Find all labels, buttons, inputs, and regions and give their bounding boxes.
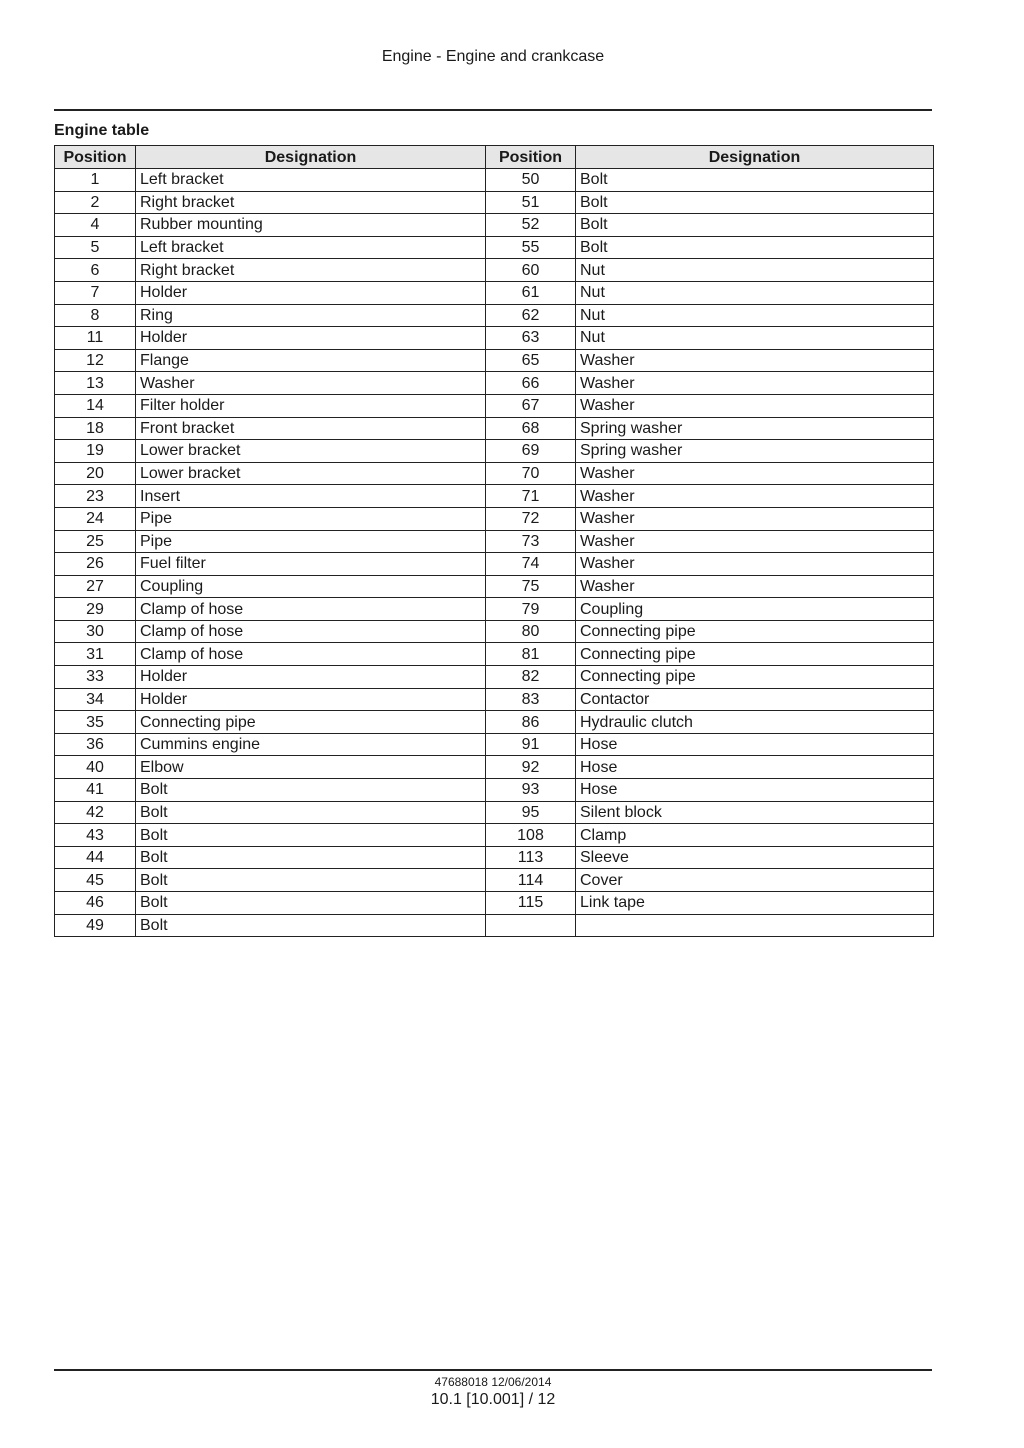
- table-row: [55, 643, 934, 666]
- footer-document-reference: 47688018 12/06/2014: [434, 1375, 552, 1389]
- table-row: [55, 169, 934, 192]
- designation-cell: Holder: [136, 327, 486, 350]
- header-divider: [54, 109, 932, 111]
- position-cell: 71: [486, 485, 576, 508]
- table-header-row: [55, 146, 934, 169]
- position-cell: 63: [486, 327, 576, 350]
- designation-cell: Bolt: [136, 779, 486, 802]
- designation-cell: Coupling: [136, 575, 486, 598]
- position-cell: 33: [55, 666, 136, 689]
- designation-cell: Left bracket: [136, 169, 486, 192]
- designation-cell: Bolt: [136, 914, 486, 937]
- position-cell: 70: [486, 462, 576, 485]
- footer-page-reference: 10.1 [10.001] / 12: [430, 1391, 556, 1408]
- table-row: [55, 620, 934, 643]
- table-row: [55, 372, 934, 395]
- designation-cell: Rubber mounting: [136, 214, 486, 237]
- position-cell: 65: [486, 349, 576, 372]
- position-cell: 86: [486, 711, 576, 734]
- designation-cell: Bolt: [576, 214, 934, 237]
- position-cell: 12: [55, 349, 136, 372]
- table-row: [55, 530, 934, 553]
- position-cell: 66: [486, 372, 576, 395]
- table-row: [55, 304, 934, 327]
- position-cell: 61: [486, 281, 576, 304]
- designation-cell: Flange: [136, 349, 486, 372]
- designation-cell: Bolt: [136, 801, 486, 824]
- table-row: [55, 733, 934, 756]
- position-cell: 82: [486, 666, 576, 689]
- position-cell: 8: [55, 304, 136, 327]
- position-cell: 92: [486, 756, 576, 779]
- table-row: [55, 666, 934, 689]
- designation-cell: Bolt: [576, 236, 934, 259]
- designation-cell: Lower bracket: [136, 462, 486, 485]
- designation-cell: Silent block: [576, 801, 934, 824]
- position-cell: 51: [486, 191, 576, 214]
- designation-cell: Ring: [136, 304, 486, 327]
- table-row: [55, 507, 934, 530]
- table-body: [55, 169, 934, 937]
- position-cell: 23: [55, 485, 136, 508]
- position-cell: 50: [486, 169, 576, 192]
- position-cell: 36: [55, 733, 136, 756]
- designation-cell: Washer: [576, 349, 934, 372]
- table-row: [55, 236, 934, 259]
- designation-cell: Connecting pipe: [576, 643, 934, 666]
- designation-cell: Spring washer: [576, 417, 934, 440]
- table-row: [55, 711, 934, 734]
- designation-cell: Washer: [576, 553, 934, 576]
- designation-cell: Washer: [136, 372, 486, 395]
- position-cell: 29: [55, 598, 136, 621]
- table-row: [55, 892, 934, 915]
- position-cell: 6: [55, 259, 136, 282]
- designation-cell: Filter holder: [136, 394, 486, 417]
- position-cell: 93: [486, 779, 576, 802]
- designation-cell: Link tape: [576, 892, 934, 915]
- position-cell: 27: [55, 575, 136, 598]
- designation-cell: Hydraulic clutch: [576, 711, 934, 734]
- position-cell: 30: [55, 620, 136, 643]
- position-cell: [486, 914, 576, 937]
- footer-divider: [54, 1369, 932, 1371]
- position-cell: 5: [55, 236, 136, 259]
- position-cell: 80: [486, 620, 576, 643]
- designation-cell: Holder: [136, 688, 486, 711]
- designation-cell: Washer: [576, 372, 934, 395]
- table-row: [55, 191, 934, 214]
- designation-cell: Pipe: [136, 507, 486, 530]
- position-cell: 24: [55, 507, 136, 530]
- position-cell: 55: [486, 236, 576, 259]
- designation-cell: Spring washer: [576, 440, 934, 463]
- engine-parts-table: [54, 145, 934, 937]
- column-header-position-2: Position: [486, 146, 576, 169]
- column-header-designation-2: Designation: [576, 146, 934, 169]
- position-cell: 74: [486, 553, 576, 576]
- designation-cell: Bolt: [136, 869, 486, 892]
- page-header-title: Engine - Engine and crankcase: [381, 48, 605, 65]
- position-cell: 41: [55, 779, 136, 802]
- designation-cell: Nut: [576, 259, 934, 282]
- position-cell: 67: [486, 394, 576, 417]
- position-cell: 60: [486, 259, 576, 282]
- position-cell: 42: [55, 801, 136, 824]
- table-row: [55, 688, 934, 711]
- column-header-designation-1: Designation: [136, 146, 486, 169]
- position-cell: 11: [55, 327, 136, 350]
- designation-cell: Left bracket: [136, 236, 486, 259]
- position-cell: 40: [55, 756, 136, 779]
- position-cell: 68: [486, 417, 576, 440]
- position-cell: 35: [55, 711, 136, 734]
- designation-cell: Right bracket: [136, 191, 486, 214]
- table-row: [55, 869, 934, 892]
- table-row: [55, 756, 934, 779]
- position-cell: 4: [55, 214, 136, 237]
- designation-cell: Coupling: [576, 598, 934, 621]
- table-row: [55, 824, 934, 847]
- designation-cell: Clamp of hose: [136, 643, 486, 666]
- table-row: [55, 485, 934, 508]
- designation-cell: Bolt: [136, 846, 486, 869]
- position-cell: 18: [55, 417, 136, 440]
- designation-cell: Washer: [576, 394, 934, 417]
- position-cell: 62: [486, 304, 576, 327]
- designation-cell: Holder: [136, 666, 486, 689]
- designation-cell: Connecting pipe: [136, 711, 486, 734]
- designation-cell: Washer: [576, 485, 934, 508]
- position-cell: 43: [55, 824, 136, 847]
- designation-cell: Bolt: [576, 169, 934, 192]
- designation-cell: Nut: [576, 327, 934, 350]
- position-cell: 108: [486, 824, 576, 847]
- table-row: [55, 394, 934, 417]
- designation-cell: Lower bracket: [136, 440, 486, 463]
- table-row: [55, 801, 934, 824]
- designation-cell: Bolt: [136, 824, 486, 847]
- position-cell: 72: [486, 507, 576, 530]
- position-cell: 34: [55, 688, 136, 711]
- position-cell: 31: [55, 643, 136, 666]
- position-cell: 1: [55, 169, 136, 192]
- table-row: [55, 462, 934, 485]
- position-cell: 44: [55, 846, 136, 869]
- designation-cell: Cummins engine: [136, 733, 486, 756]
- designation-cell: Cover: [576, 869, 934, 892]
- position-cell: 46: [55, 892, 136, 915]
- designation-cell: Washer: [576, 507, 934, 530]
- designation-cell: Nut: [576, 281, 934, 304]
- designation-cell: Connecting pipe: [576, 666, 934, 689]
- table-row: [55, 575, 934, 598]
- position-cell: 95: [486, 801, 576, 824]
- position-cell: 79: [486, 598, 576, 621]
- position-cell: 13: [55, 372, 136, 395]
- position-cell: 91: [486, 733, 576, 756]
- position-cell: 73: [486, 530, 576, 553]
- designation-cell: Pipe: [136, 530, 486, 553]
- designation-cell: Clamp of hose: [136, 598, 486, 621]
- designation-cell: Washer: [576, 530, 934, 553]
- designation-cell: Clamp of hose: [136, 620, 486, 643]
- designation-cell: Front bracket: [136, 417, 486, 440]
- position-cell: 81: [486, 643, 576, 666]
- table-row: [55, 846, 934, 869]
- position-cell: 49: [55, 914, 136, 937]
- position-cell: 20: [55, 462, 136, 485]
- designation-cell: Clamp: [576, 824, 934, 847]
- designation-cell: Washer: [576, 575, 934, 598]
- table-row: [55, 259, 934, 282]
- designation-cell: Fuel filter: [136, 553, 486, 576]
- designation-cell: Contactor: [576, 688, 934, 711]
- designation-cell: Connecting pipe: [576, 620, 934, 643]
- table-row: [55, 914, 934, 937]
- position-cell: 45: [55, 869, 136, 892]
- table-row: [55, 327, 934, 350]
- table-row: [55, 417, 934, 440]
- designation-cell: Holder: [136, 281, 486, 304]
- position-cell: 25: [55, 530, 136, 553]
- position-cell: 7: [55, 281, 136, 304]
- designation-cell: Nut: [576, 304, 934, 327]
- designation-cell: Insert: [136, 485, 486, 508]
- designation-cell: [576, 914, 934, 937]
- table-row: [55, 281, 934, 304]
- position-cell: 83: [486, 688, 576, 711]
- position-cell: 114: [486, 869, 576, 892]
- position-cell: 69: [486, 440, 576, 463]
- table-row: [55, 349, 934, 372]
- table-row: [55, 440, 934, 463]
- designation-cell: Elbow: [136, 756, 486, 779]
- designation-cell: Right bracket: [136, 259, 486, 282]
- table-row: [55, 598, 934, 621]
- position-cell: 113: [486, 846, 576, 869]
- table-title: Engine table: [54, 122, 150, 139]
- designation-cell: Bolt: [136, 892, 486, 915]
- designation-cell: Hose: [576, 779, 934, 802]
- table-row: [55, 779, 934, 802]
- position-cell: 19: [55, 440, 136, 463]
- position-cell: 75: [486, 575, 576, 598]
- table-row: [55, 214, 934, 237]
- position-cell: 14: [55, 394, 136, 417]
- designation-cell: Bolt: [576, 191, 934, 214]
- column-header-position-1: Position: [55, 146, 136, 169]
- position-cell: 2: [55, 191, 136, 214]
- designation-cell: Hose: [576, 733, 934, 756]
- position-cell: 115: [486, 892, 576, 915]
- table-row: [55, 553, 934, 576]
- designation-cell: Sleeve: [576, 846, 934, 869]
- position-cell: 26: [55, 553, 136, 576]
- designation-cell: Hose: [576, 756, 934, 779]
- designation-cell: Washer: [576, 462, 934, 485]
- position-cell: 52: [486, 214, 576, 237]
